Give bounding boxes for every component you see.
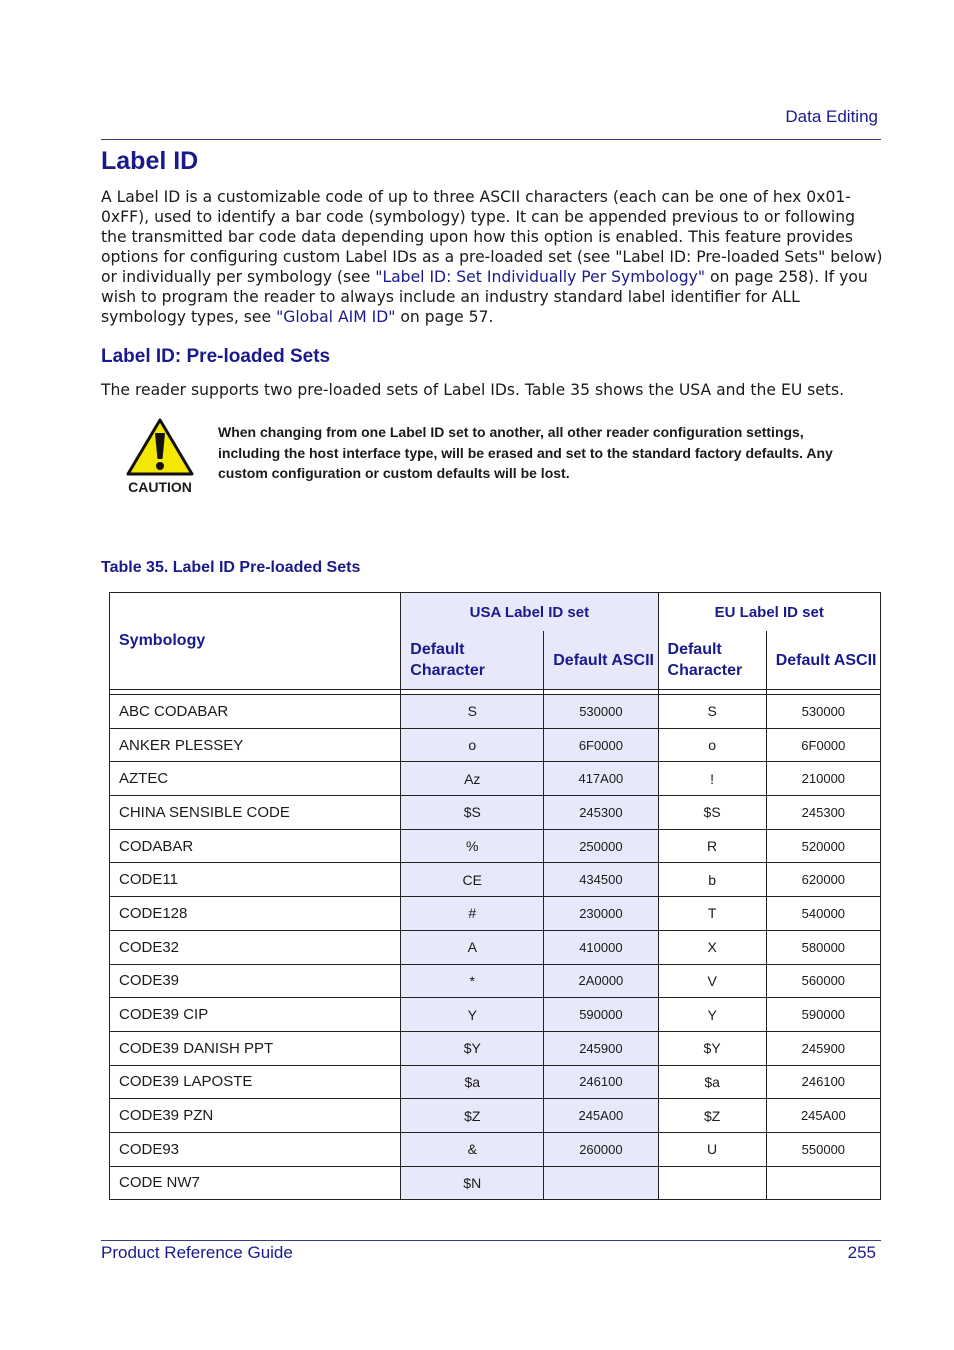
cell-usa-default-ascii: 590000 <box>544 998 658 1032</box>
cell-usa-default-ascii: 246100 <box>544 1065 658 1099</box>
cell-usa-default-character: & <box>401 1132 544 1166</box>
cell-eu-default-ascii: 245900 <box>766 1031 880 1065</box>
page-title: Label ID <box>101 147 199 175</box>
cell-usa-default-character: * <box>401 964 544 998</box>
cell-eu-default-character: $S <box>658 796 766 830</box>
cell-usa-default-character: $Z <box>401 1099 544 1133</box>
cell-eu-default-ascii <box>766 1166 880 1200</box>
footer-rule <box>101 1240 881 1241</box>
header-eu-default-character: Default Character <box>658 631 766 690</box>
intro-text-1: A Label ID is a customizable code of up to three ASCII characters (each can be one of hex 0x01-0xFF), used to identify a bar code (symbology) type. It can be appended previous to or following the transmitted bar code data depending upon how this option is enabled. This feature provides options for configuring custom Label IDs as a pre-loaded set (see "Label ID: Pre-loaded Sets" below) or individually per symbology (see <box>101 188 883 286</box>
intro-text-2: on page 258). If you wish to program the reader to always include an industry standard label identifier for ALL symbology types, see <box>101 268 868 326</box>
cell-usa-default-ascii: 410000 <box>544 930 658 964</box>
table-row <box>110 695 881 729</box>
cell-symbology: CODE39 CIP <box>110 998 401 1032</box>
page-number: 255 <box>847 1243 876 1262</box>
cell-symbology: CODE128 <box>110 897 401 931</box>
cell-eu-default-character: R <box>658 829 766 863</box>
header-usa-default-character: Default Character <box>401 631 544 690</box>
cell-usa-default-character: o <box>401 728 544 762</box>
cell-eu-default-ascii: 540000 <box>766 897 880 931</box>
cell-eu-default-character: V <box>658 964 766 998</box>
cell-eu-default-ascii: 580000 <box>766 930 880 964</box>
cell-symbology: CODE11 <box>110 863 401 897</box>
table-row <box>110 796 881 830</box>
table-row <box>110 930 881 964</box>
cell-usa-default-character: S <box>401 695 544 729</box>
table-row <box>110 863 881 897</box>
table-row <box>110 1132 881 1166</box>
table-row <box>110 897 881 931</box>
cell-eu-default-ascii: 246100 <box>766 1065 880 1099</box>
table-row <box>110 1166 881 1200</box>
cell-eu-default-character: S <box>658 695 766 729</box>
cell-symbology: ANKER PLESSEY <box>110 728 401 762</box>
cell-eu-default-character <box>658 1166 766 1200</box>
header-symbology: Symbology <box>110 593 401 690</box>
table-row <box>110 1065 881 1099</box>
cell-eu-default-ascii: 620000 <box>766 863 880 897</box>
label-id-table <box>109 592 881 1200</box>
cell-usa-default-ascii <box>544 1166 658 1200</box>
cell-eu-default-ascii: 590000 <box>766 998 880 1032</box>
cell-usa-default-ascii: 245300 <box>544 796 658 830</box>
section-title: Label ID: Pre-loaded Sets <box>101 346 331 367</box>
cell-usa-default-ascii: 6F0000 <box>544 728 658 762</box>
cell-usa-default-ascii: 245A00 <box>544 1099 658 1133</box>
table-caption: Table 35. Label ID Pre-loaded Sets <box>101 559 361 576</box>
cell-symbology: CODE39 <box>110 964 401 998</box>
table-row <box>110 829 881 863</box>
header-eu-set: EU Label ID set <box>658 593 880 632</box>
cell-eu-default-character: Y <box>658 998 766 1032</box>
cell-symbology: CODE32 <box>110 930 401 964</box>
link-global-aim-id[interactable]: "Global AIM ID" <box>276 308 396 326</box>
cell-eu-default-ascii: 245A00 <box>766 1099 880 1133</box>
cell-symbology: CODE39 DANISH PPT <box>110 1031 401 1065</box>
cell-eu-default-ascii: 560000 <box>766 964 880 998</box>
cell-eu-default-ascii: 6F0000 <box>766 728 880 762</box>
cell-usa-default-character: CE <box>401 863 544 897</box>
cell-usa-default-ascii: 245900 <box>544 1031 658 1065</box>
cell-usa-default-character: $S <box>401 796 544 830</box>
cell-usa-default-character: A <box>401 930 544 964</box>
cell-usa-default-character: % <box>401 829 544 863</box>
cell-symbology: CODE93 <box>110 1132 401 1166</box>
cell-symbology: AZTEC <box>110 762 401 796</box>
cell-eu-default-ascii: 520000 <box>766 829 880 863</box>
cell-symbology: ABC CODABAR <box>110 695 401 729</box>
cell-symbology: CODE NW7 <box>110 1166 401 1200</box>
cell-usa-default-ascii: 2A0000 <box>544 964 658 998</box>
link-label-id-set-individually[interactable]: "Label ID: Set Individually Per Symbology" <box>375 268 706 286</box>
cell-usa-default-ascii: 530000 <box>544 695 658 729</box>
cell-symbology: CHINA SENSIBLE CODE <box>110 796 401 830</box>
section-paragraph: The reader supports two pre-loaded sets of Label IDs. Table 35 shows the USA and the EU sets. <box>101 381 845 399</box>
running-header: Data Editing <box>785 107 878 126</box>
table-row <box>110 998 881 1032</box>
cell-eu-default-character: o <box>658 728 766 762</box>
cell-eu-default-ascii: 210000 <box>766 762 880 796</box>
header-rule <box>101 139 881 140</box>
cell-eu-default-character: U <box>658 1132 766 1166</box>
cell-eu-default-character: $Z <box>658 1099 766 1133</box>
intro-paragraph <box>101 187 883 327</box>
cell-eu-default-character: b <box>658 863 766 897</box>
table-row <box>110 728 881 762</box>
cell-usa-default-character: $Y <box>401 1031 544 1065</box>
table-row <box>110 762 881 796</box>
cell-symbology: CODE39 LAPOSTE <box>110 1065 401 1099</box>
cell-symbology: CODABAR <box>110 829 401 863</box>
header-usa-set: USA Label ID set <box>401 593 658 632</box>
cell-usa-default-character: # <box>401 897 544 931</box>
caution-text: When changing from one Label ID set to another, all other reader configuration settings, including the host interface type, will be erased and set to the standard factory defaults. Any custom configuration or custom defaults will be lost. <box>218 424 833 481</box>
cell-eu-default-character: X <box>658 930 766 964</box>
table-row <box>110 964 881 998</box>
cell-eu-default-ascii: 245300 <box>766 796 880 830</box>
cell-usa-default-ascii: 260000 <box>544 1132 658 1166</box>
cell-eu-default-ascii: 550000 <box>766 1132 880 1166</box>
cell-eu-default-character: $a <box>658 1065 766 1099</box>
cell-usa-default-ascii: 434500 <box>544 863 658 897</box>
cell-usa-default-ascii: 230000 <box>544 897 658 931</box>
cell-usa-default-ascii: 250000 <box>544 829 658 863</box>
caution-label: CAUTION <box>128 479 192 495</box>
cell-eu-default-character: ! <box>658 762 766 796</box>
cell-eu-default-character: T <box>658 897 766 931</box>
intro-text-3: on page 57. <box>395 308 494 326</box>
cell-eu-default-character: $Y <box>658 1031 766 1065</box>
table-body <box>110 690 881 1200</box>
table-row <box>110 1031 881 1065</box>
cell-usa-default-character: $N <box>401 1166 544 1200</box>
cell-usa-default-ascii: 417A00 <box>544 762 658 796</box>
cell-eu-default-ascii: 530000 <box>766 695 880 729</box>
header-usa-default-ascii: Default ASCII <box>544 631 658 690</box>
cell-usa-default-character: $a <box>401 1065 544 1099</box>
cell-symbology: CODE39 PZN <box>110 1099 401 1133</box>
cell-usa-default-character: Az <box>401 762 544 796</box>
cell-usa-default-character: Y <box>401 998 544 1032</box>
table-row <box>110 1099 881 1133</box>
header-eu-default-ascii: Default ASCII <box>766 631 880 690</box>
footer-guide-title: Product Reference Guide <box>101 1243 293 1262</box>
